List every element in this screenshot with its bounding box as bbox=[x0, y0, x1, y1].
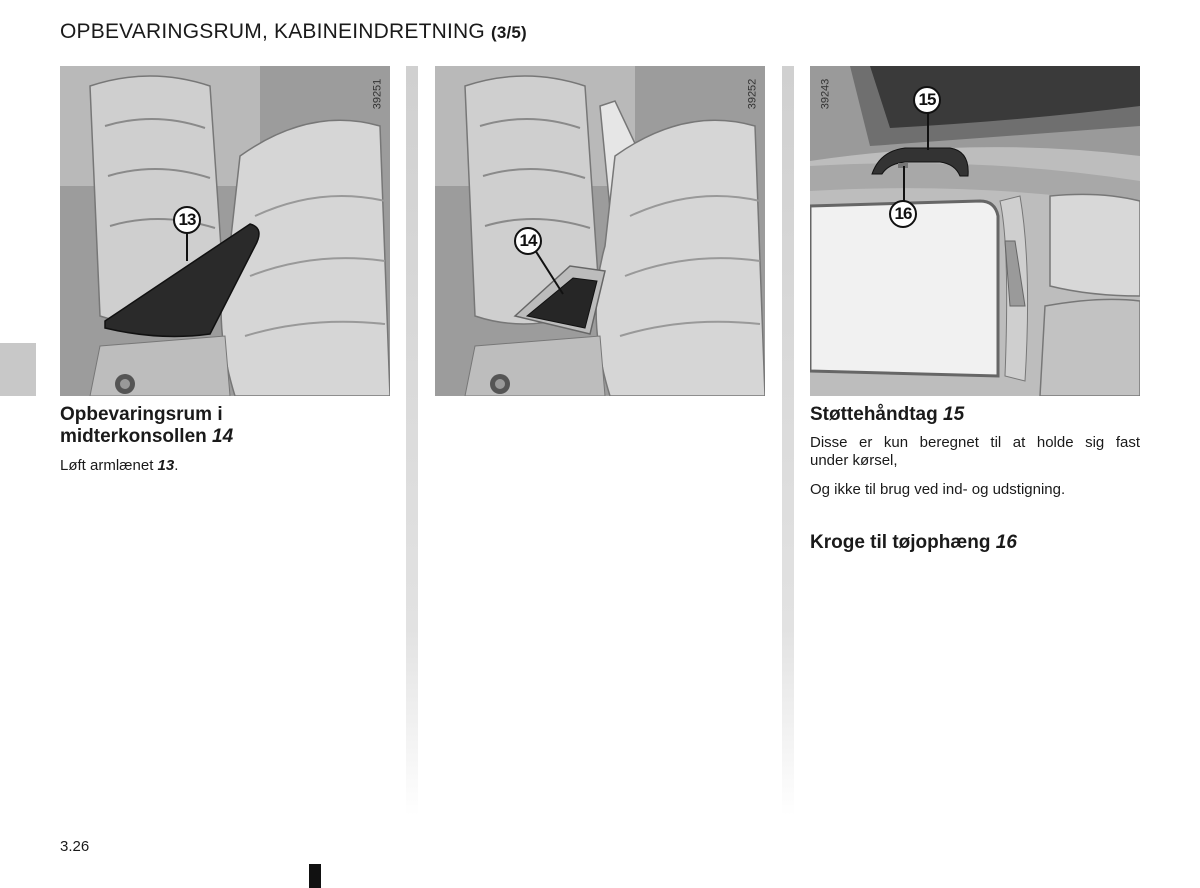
section-heading-grab-handle bbox=[810, 404, 964, 426]
column-divider bbox=[406, 66, 418, 816]
callout-14: 14 bbox=[514, 227, 542, 255]
heading-ref: 16 bbox=[995, 532, 1017, 553]
section-heading-console-storage bbox=[60, 404, 233, 448]
figure-ref-number: 39252 bbox=[746, 78, 759, 110]
figure-ref-number: 39251 bbox=[371, 78, 384, 110]
heading-line: Opbevaringsrum i bbox=[60, 404, 223, 425]
figure-console-storage bbox=[435, 66, 765, 396]
instruction-ref: 13 bbox=[157, 457, 175, 474]
console-storage-illustration bbox=[435, 66, 765, 396]
heading-line bbox=[60, 426, 233, 448]
figure-ref-number: 39243 bbox=[819, 78, 832, 110]
column-divider bbox=[782, 66, 794, 816]
grab-handle-illustration bbox=[810, 66, 1140, 396]
crop-mark bbox=[309, 864, 321, 888]
heading-ref: 14 bbox=[212, 426, 234, 447]
paragraph bbox=[810, 434, 1140, 470]
heading-text: midterkonsollen bbox=[60, 426, 207, 447]
chapter-tab bbox=[0, 343, 36, 396]
instruction-text bbox=[60, 457, 178, 475]
paragraph-line: Disse er kun beregnet til at holde sig fast bbox=[810, 434, 1140, 451]
callout-13: 13 bbox=[173, 206, 201, 234]
callout-15: 15 bbox=[913, 86, 941, 114]
heading-ref: 15 bbox=[943, 404, 965, 425]
callout-16: 16 bbox=[889, 200, 917, 228]
instruction-prefix: Løft armlænet bbox=[60, 457, 154, 474]
page-number: 3.26 bbox=[60, 838, 90, 855]
heading-text: Støttehåndtag bbox=[810, 404, 938, 425]
paragraph-line: under kørsel, bbox=[810, 452, 898, 469]
page-title bbox=[60, 20, 527, 44]
figure-armrest bbox=[60, 66, 390, 396]
heading-text: Kroge til tøjophæng bbox=[810, 532, 991, 553]
figure-grab-handle bbox=[810, 66, 1140, 396]
instruction-suffix: . bbox=[174, 457, 179, 474]
page-title-part: (3/5) bbox=[490, 23, 527, 42]
paragraph: Og ikke til brug ved ind- og udstigning. bbox=[810, 481, 1066, 498]
section-heading-coat-hooks bbox=[810, 532, 1017, 554]
page-title-text: OPBEVARINGSRUM, KABINEINDRETNING bbox=[60, 20, 485, 43]
armrest-illustration bbox=[60, 66, 390, 396]
